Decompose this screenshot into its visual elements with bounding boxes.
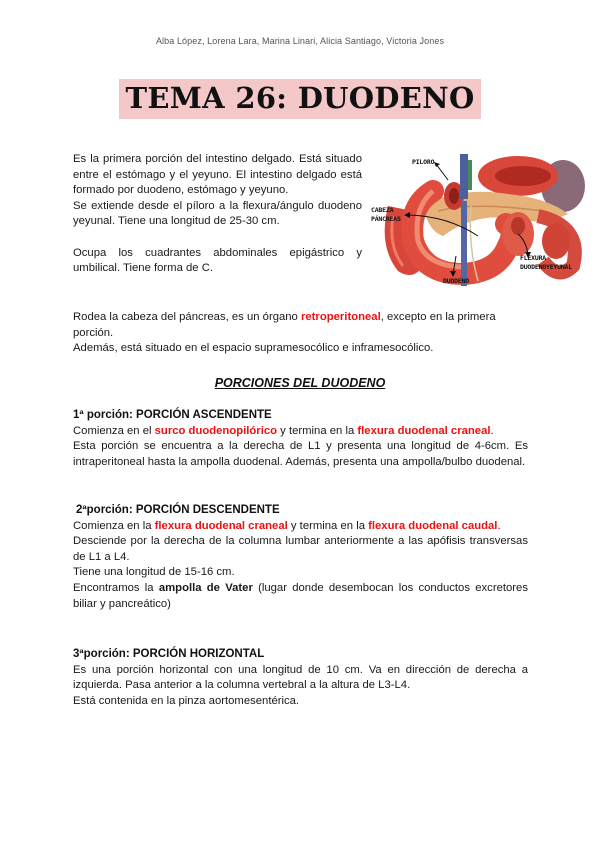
intro-paragraph-3: Ocupa los cuadrantes abdominales epigástrico y umbilical. Tiene forma de C. bbox=[73, 246, 362, 275]
text: y termina en la bbox=[287, 519, 369, 532]
authors-header: Alba López, Lorena Lara, Marina Linari, Alicia Santiago, Victoria Jones bbox=[155, 36, 445, 46]
portion-2-heading: 2ªporción: PORCIÓN DESCENDENTE bbox=[76, 504, 280, 516]
mesocolic-paragraph: Además, está situado en el espacio supramesocólico e inframesocólico. bbox=[73, 342, 434, 355]
portion-2-sentence-2: Desciende por la derecha de la columna lumbar anteriormente a las apófisis transversas de L1 a L4. bbox=[73, 535, 528, 563]
portion-2 bbox=[73, 503, 528, 612]
portion-3-sentence-2: Está contenida en la pinza aortomesentérica. bbox=[73, 694, 300, 707]
label-duodenoyeyunal: DUODENOYEYUNAL bbox=[520, 263, 572, 271]
portion-2-sentence-3: Tiene una longitud de 15-16 cm. bbox=[73, 566, 235, 579]
portion-1-sentence-1 bbox=[73, 424, 528, 440]
portion-2-sentence-4 bbox=[73, 581, 528, 612]
section-heading: PORCIONES DEL DUODENO bbox=[214, 376, 386, 390]
portion-3-heading: 3ªporción: PORCIÓN HORIZONTAL bbox=[73, 648, 265, 660]
bold-ampolla-vater: ampolla de Vater bbox=[158, 581, 253, 594]
pancreas-paragraph bbox=[73, 310, 528, 341]
portion-1-heading: 1ª porción: PORCIÓN ASCENDENTE bbox=[73, 409, 272, 421]
text: , excepto en la primera porción. bbox=[73, 311, 496, 339]
highlight-retroperitoneal: retroperitoneal bbox=[300, 311, 381, 323]
intro-text bbox=[73, 152, 362, 277]
label-cabeza: CABEZA bbox=[371, 206, 394, 214]
portion-1 bbox=[73, 408, 528, 470]
highlight-flexura-craneal: flexura duodenal craneal bbox=[357, 424, 491, 437]
text: Encontramos la bbox=[73, 581, 159, 594]
intro-paragraph-1: Es la primera porción del intestino delgado. Está situado entre el estómago y el yeyuno. El intestino delgado está formado por duodeno, estómago y yeyuno. bbox=[73, 153, 362, 197]
text: y termina en la bbox=[277, 424, 358, 437]
text: . bbox=[490, 424, 494, 437]
portion-2-sentence-1 bbox=[73, 519, 528, 535]
label-pancreas: PÁNCREAS bbox=[371, 215, 401, 223]
retroperitoneal-text bbox=[73, 310, 528, 357]
text: (lugar donde desembocan los conductos excretores biliar y pancreático) bbox=[73, 581, 528, 610]
label-piloro: PILORO bbox=[412, 158, 435, 166]
highlight-surco: surco duodenopilórico bbox=[154, 424, 278, 437]
text: Comienza en el bbox=[73, 424, 155, 437]
portion-1-sentence-2: Esta porción se encuentra a la derecha de L1 y presenta una longitud de 4-6cm. Es intraperitoneal hasta la ampolla duodenal. Además, presenta una ampolla/bulbo duodenal. bbox=[73, 440, 528, 468]
spacer bbox=[73, 230, 362, 246]
intro-paragraph-2: Se extiende desde el píloro a la flexura/ángulo duodeno yeyunal. Tiene una longitud de 25-30 cm. bbox=[73, 199, 362, 228]
duodenum-anatomy-figure bbox=[368, 146, 594, 291]
text: Comienza en la bbox=[73, 519, 155, 532]
portion-3-sentence-1: Es una porción horizontal con una longitud de 10 cm. Va en dirección de derecha a izquierda. Pasa anterior a la columna vertebral a la altura de L3-L4. bbox=[73, 663, 528, 692]
text: . bbox=[497, 519, 501, 532]
portion-3 bbox=[73, 647, 528, 709]
page-title: TEMA 26: DUODENO bbox=[119, 79, 480, 119]
highlight-flexura-craneal: flexura duodenal craneal bbox=[154, 519, 288, 532]
highlight-flexura-caudal: flexura duodenal caudal bbox=[368, 519, 498, 532]
text: Rodea la cabeza del páncreas, es un órgano bbox=[73, 311, 301, 323]
title-container bbox=[0, 79, 600, 119]
label-duodeno: DUODENO bbox=[443, 277, 469, 285]
label-flexura: FLEXURA bbox=[520, 254, 546, 262]
